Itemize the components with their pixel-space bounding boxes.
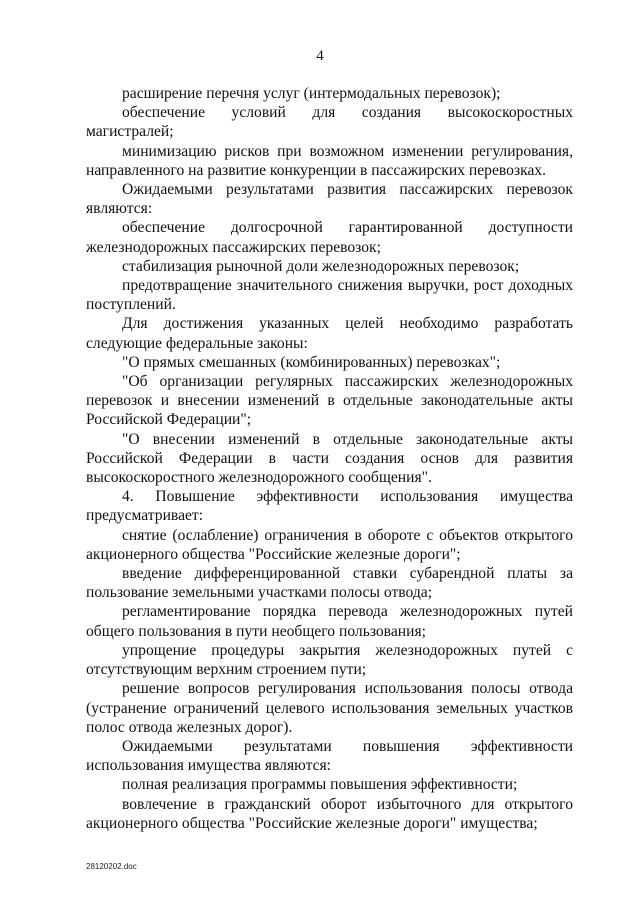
paragraph: решение вопросов регулирования использования полосы отвода (устранение ограничений целевого использования земельных участков полос отвода железных дорог). [86, 680, 573, 736]
paragraph: снятие (ослабление) ограничения в обороте с объектов открытого акционерного общества "Российские железные дороги"; [86, 526, 573, 563]
paragraph: полная реализация программы повышения эффективности; [122, 776, 518, 794]
paragraph: введение дифференцированной ставки субарендной платы за пользование земельными участками полосы отвода; [86, 565, 573, 602]
section-heading-paragraph: 4. Повышение эффективности использования имущества предусматривает: [86, 488, 573, 525]
page-number: 4 [316, 48, 324, 64]
law-title-item: "О прямых смешанных (комбинированных) перевозках"; [122, 353, 501, 371]
paragraph: стабилизация рыночной доли железнодорожных перевозок; [122, 257, 520, 275]
document-file-code: 28120202.doc [86, 862, 137, 871]
paragraph: регламентирование порядка перевода железнодорожных путей общего пользования в пути необщего пользования; [86, 603, 573, 640]
paragraph: Ожидаемыми результатами повышения эффективности использования имущества являются: [86, 737, 573, 775]
paragraph: предотвращение значительного снижения выручки, рост доходных поступлений. [86, 277, 573, 314]
paragraph: упрощение процедуры закрытия железнодорожных путей с отсутствующим верхним строением пути; [86, 641, 573, 679]
law-title-item: "Об организации регулярных пассажирских железнодорожных перевозок и внесении изменений в отдельные законодательные акты Российской Федерации"; [86, 373, 573, 429]
paragraph: обеспечение долгосрочной гарантированной доступности железнодорожных пассажирских перевозок; [86, 219, 573, 256]
paragraph: Для достижения указанных целей необходимо разработать следующие федеральные законы: [86, 315, 573, 352]
document-body [86, 84, 573, 833]
paragraph: расширение перечня услуг (интермодальных перевозок); [122, 85, 501, 102]
law-title-item: "О внесении изменений в отдельные законодательные акты Российской Федерации в части создания основ для развития высокоскоростного железнодорожного сообщения". [86, 430, 573, 487]
paragraph: Ожидаемыми результатами развития пассажирских перевозок являются: [86, 181, 573, 218]
paragraph: минимизацию рисков при возможном изменении регулирования, направленного на развитие конкуренции в пассажирских перевозках. [86, 142, 573, 179]
paragraph: обеспечение условий для создания высокоскоростных магистралей; [86, 104, 573, 141]
paragraph: вовлечение в гражданский оборот избыточного для открытого акционерного общества "Российские железные дороги" имущества; [86, 795, 573, 832]
